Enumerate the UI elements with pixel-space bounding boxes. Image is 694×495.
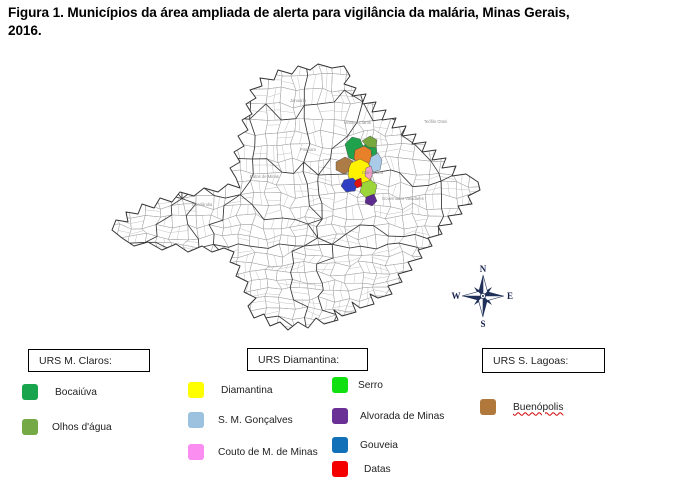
compass-letter-n: N — [479, 264, 487, 274]
legend-swatch-couto — [188, 444, 204, 460]
legend-label-couto: Couto de M. de Minas — [218, 446, 318, 458]
legend-label-bocaiuva: Bocaiúva — [55, 386, 97, 398]
legend-swatch-datas — [332, 461, 348, 477]
legend-label-olhos-dagua: Olhos d'água — [52, 421, 112, 433]
map-area-label: Patos de Minas — [250, 174, 279, 179]
legend-item-buenopolis — [480, 399, 563, 415]
figure-title-line1: Figura 1. Municípios da área ampliada de alerta para vigilância da malária, Minas Gerais, — [8, 5, 570, 20]
map-area-label: Teófilo Otoni — [424, 119, 448, 124]
legend-header-slagoas: URS S. Lagoas: — [493, 354, 569, 367]
legend-item-bocaiuva — [22, 384, 97, 400]
legend-swatch-bocaiuva — [22, 384, 38, 400]
legend-item-diamantina — [188, 382, 273, 398]
legend-group-mclaros-box — [28, 349, 150, 372]
map-area-label: Uberlândia — [192, 202, 213, 207]
map-area-label: Governador Valadares — [382, 196, 424, 201]
legend-item-serro — [332, 377, 383, 393]
legend-swatch-diamantina — [188, 382, 204, 398]
legend-item-olhos-dagua — [22, 419, 112, 435]
legend-header-diamantina: URS Diamantina: — [258, 353, 340, 366]
legend-group-slagoas-box — [482, 348, 605, 373]
legend-label-buenopolis: Buenópolis — [513, 401, 564, 413]
legend-item-gouveia — [332, 437, 398, 453]
compass-letter-e: E — [506, 291, 514, 301]
legend-swatch-olhos-dagua — [22, 419, 38, 435]
legend-label-gouveia: Gouveia — [360, 439, 398, 451]
legend-item-datas — [332, 461, 391, 477]
compass-letter-s: S — [480, 319, 486, 329]
compass-rose — [452, 264, 514, 329]
compass-hub-dot — [482, 295, 484, 297]
legend-swatch-serro — [332, 377, 348, 393]
legend-swatch-buenopolis — [480, 399, 496, 415]
legend-label-datas: Datas — [364, 463, 391, 475]
legend-label-diamantina: Diamantina — [221, 384, 273, 396]
legend-swatch-alvorada — [332, 408, 348, 424]
map-area-label: Diamantina — [362, 170, 384, 175]
legend-item-alvorada — [332, 408, 444, 424]
map-area-label: Januária — [290, 98, 307, 103]
figure-title-line2: 2016. — [8, 22, 42, 38]
legend-swatch-sm-goncalves — [188, 412, 204, 428]
map-area-label: Pirapora — [300, 147, 316, 152]
legend-header-mclaros: URS M. Claros: — [39, 354, 112, 367]
map-area-label: Montes Claros — [344, 120, 371, 125]
legend-group-diamantina-box — [247, 348, 368, 371]
legend-swatch-gouveia — [332, 437, 348, 453]
compass-letter-w: W — [451, 291, 461, 301]
legend-item-sm-goncalves — [188, 412, 293, 428]
legend-label-serro: Serro — [358, 379, 383, 391]
legend-label-sm-goncalves: S. M. Gonçalves — [218, 414, 293, 426]
legend-label-alvorada: Alvorada de Minas — [360, 410, 445, 422]
legend-item-couto — [188, 444, 318, 460]
